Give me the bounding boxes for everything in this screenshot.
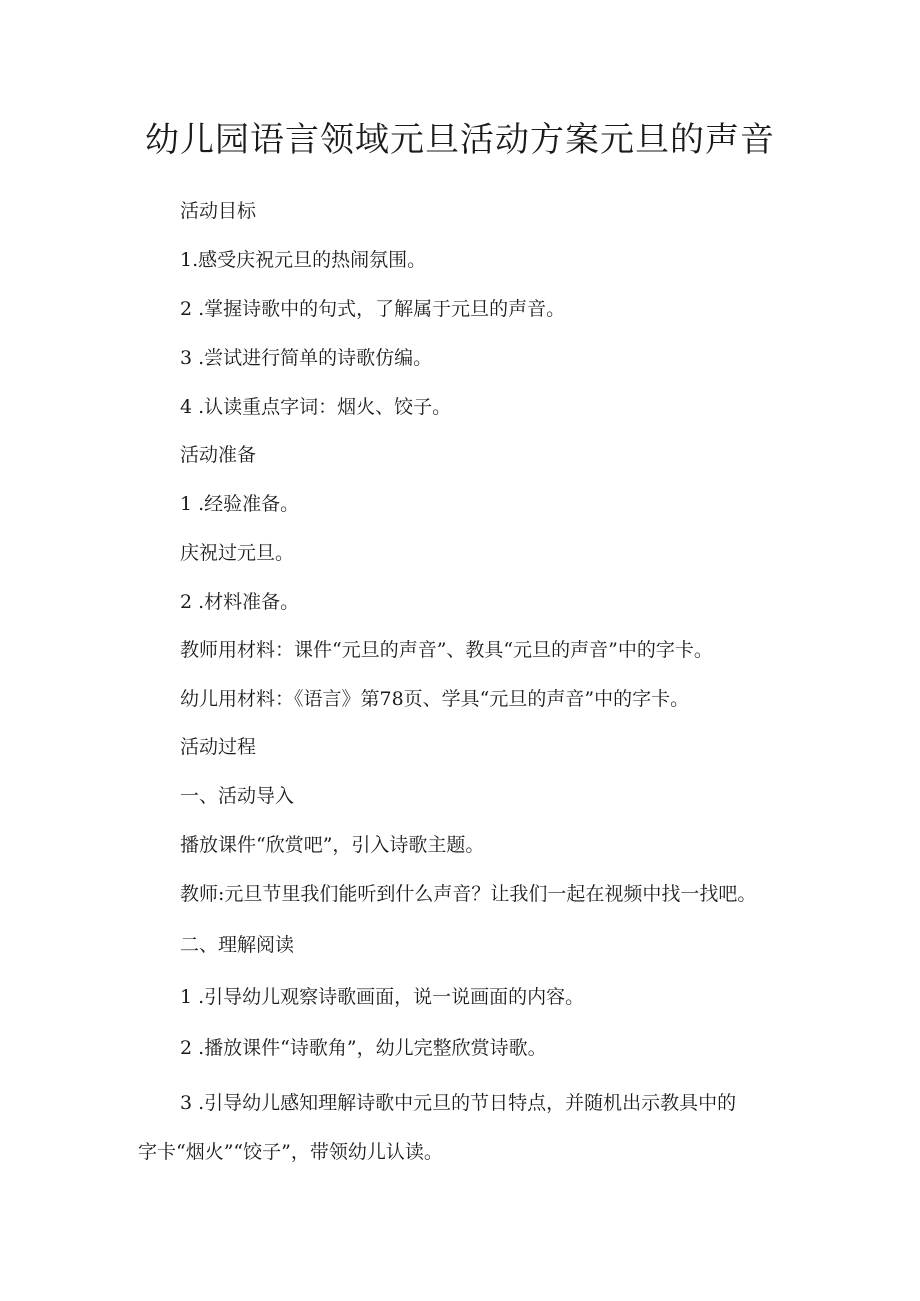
goal-item-4: 4 .认读重点字词：烟火、饺子。 bbox=[180, 396, 452, 418]
section-comprehension: 二、理解阅读 bbox=[180, 934, 295, 956]
section-introduction: 一、活动导入 bbox=[180, 785, 295, 807]
prep-item-1: 1 .经验准备。 bbox=[180, 493, 300, 515]
heading-activity-goals: 活动目标 bbox=[180, 200, 257, 222]
goal-item-2: 2 .掌握诗歌中的句式，了解属于元旦的声音。 bbox=[180, 298, 566, 320]
comprehension-step-2: 2 .播放课件“诗歌角”，幼儿完整欣赏诗歌。 bbox=[180, 1037, 547, 1059]
comprehension-step-3-continued: 字卡“烟火”“饺子”，带领幼儿认读。 bbox=[138, 1141, 443, 1163]
heading-activity-process: 活动过程 bbox=[180, 736, 257, 758]
heading-activity-preparation: 活动准备 bbox=[180, 444, 257, 466]
prep-teacher-materials: 教师用材料：课件“元旦的声音”、教具“元旦的声音”中的字卡。 bbox=[180, 639, 713, 661]
prep-item-2: 2 .材料准备。 bbox=[180, 591, 300, 613]
intro-teacher-line: 教师:元旦节里我们能听到什么声音？让我们一起在视频中找一找吧。 bbox=[180, 883, 757, 905]
intro-step-play: 播放课件“欣赏吧”，引入诗歌主题。 bbox=[180, 834, 485, 856]
comprehension-step-1: 1 .引导幼儿观察诗歌画面，说一说画面的内容。 bbox=[180, 986, 585, 1008]
goal-item-1: 1.感受庆祝元旦的热闹氛围。 bbox=[180, 249, 427, 271]
prep-item-1-detail: 庆祝过元旦。 bbox=[180, 542, 295, 564]
comprehension-step-3: 3 .引导幼儿感知理解诗歌中元旦的节日特点，并随机出示教具中的 bbox=[180, 1092, 737, 1114]
prep-child-materials: 幼儿用材料：《语言》第78页、学具“元旦的声音”中的字卡。 bbox=[180, 688, 690, 710]
goal-item-3: 3 .尝试进行简单的诗歌仿编。 bbox=[180, 347, 433, 369]
document-title: 幼儿园语言领域元旦活动方案元旦的声音 bbox=[145, 120, 775, 160]
